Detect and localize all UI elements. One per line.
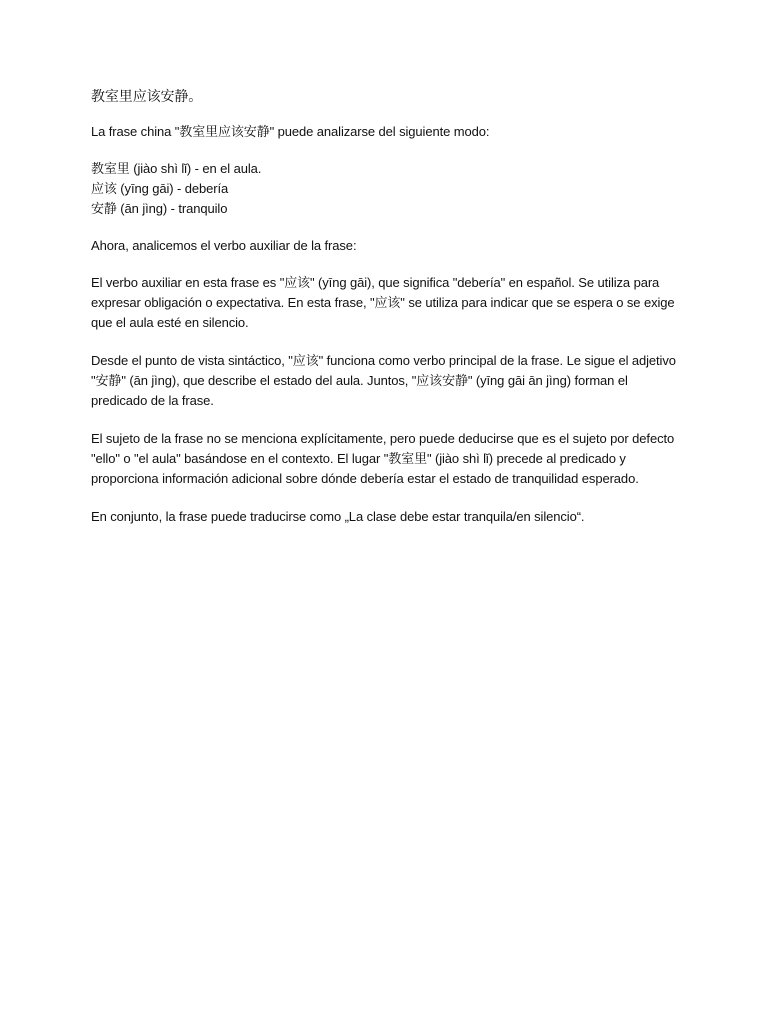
breakdown-list	[91, 159, 679, 219]
intro-paragraph: La frase china "教室里应该安静" puede analizarse del siguiente modo:	[91, 124, 490, 139]
breakdown-item: 教室里 (jiào shì lǐ) - en el aula.	[91, 161, 262, 176]
breakdown-item: 安静 (ān jìng) - tranquilo	[91, 201, 228, 216]
document-page	[91, 86, 679, 527]
breakdown-item: 应该 (yīng gāi) - debería	[91, 181, 229, 196]
chinese-sentence: 教室里应该安静。	[91, 88, 203, 104]
syntax-paragraph: Desde el punto de vista sintáctico, "应该" funciona como verbo principal de la frase. Le sigue el adjetivo "安静" (ān jìng), que describe el estado del aula. Juntos, "应该安静" (yīng gāi ān jìng) forman el predicado de la frase.	[91, 353, 676, 408]
conclusion-paragraph: En conjunto, la frase puede traducirse como „La clase debe estar tranquila/en silencio“.	[91, 509, 585, 524]
auxiliary-intro: Ahora, analicemos el verbo auxiliar de la frase:	[91, 238, 357, 253]
auxiliary-paragraph: El verbo auxiliar en esta frase es "应该" (yīng gāi), que significa "debería" en español. Se utiliza para expresar obligación o expectativa. En esta frase, "应该" se utiliza para indicar que se espera o se exige que el aula esté en silencio.	[91, 275, 675, 330]
subject-paragraph: El sujeto de la frase no se menciona explícitamente, pero puede deducirse que es el sujeto por defecto "ello" o "el aula" basándose en el contexto. El lugar "教室里" (jiào shì lǐ) precede al predicado y proporciona información adicional sobre dónde debería estar el estado de tranquilidad esperado.	[91, 431, 675, 486]
